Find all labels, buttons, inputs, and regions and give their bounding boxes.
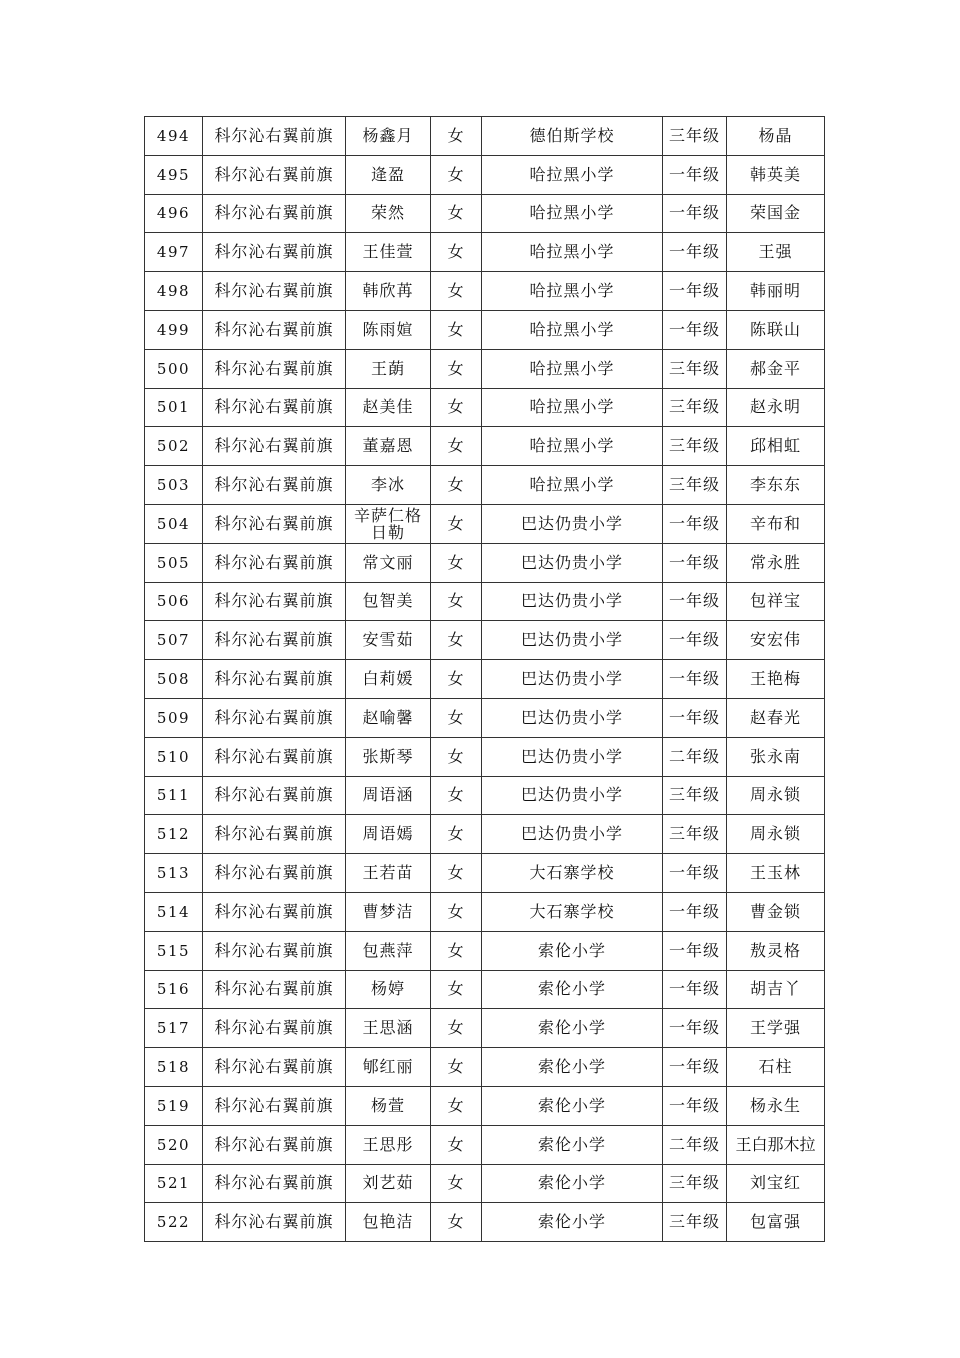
row-number: 517 xyxy=(145,1009,203,1048)
student-name-cell: 李冰 xyxy=(346,466,431,505)
student-name-cell: 周语嫣 xyxy=(346,815,431,854)
gender-cell: 女 xyxy=(431,194,482,233)
parent-name-cell: 胡吉丫 xyxy=(727,970,825,1009)
region-cell: 科尔沁右翼前旗 xyxy=(203,892,346,931)
region-cell: 科尔沁右翼前旗 xyxy=(203,1203,346,1242)
table-row xyxy=(145,427,825,466)
table-row xyxy=(145,737,825,776)
grade-cell: 一年级 xyxy=(663,931,727,970)
grade-cell: 一年级 xyxy=(663,1048,727,1087)
table-row xyxy=(145,310,825,349)
grade-cell: 一年级 xyxy=(663,1086,727,1125)
student-name-cell: 荣然 xyxy=(346,194,431,233)
school-cell: 索伦小学 xyxy=(482,1086,663,1125)
region-cell: 科尔沁右翼前旗 xyxy=(203,388,346,427)
gender-cell: 女 xyxy=(431,504,482,543)
gender-cell: 女 xyxy=(431,815,482,854)
student-name-cell: 包燕萍 xyxy=(346,931,431,970)
gender-cell: 女 xyxy=(431,892,482,931)
school-cell: 巴达仍贵小学 xyxy=(482,698,663,737)
row-number: 499 xyxy=(145,310,203,349)
grade-cell: 三年级 xyxy=(663,466,727,505)
row-number: 498 xyxy=(145,272,203,311)
row-number: 514 xyxy=(145,892,203,931)
row-number: 496 xyxy=(145,194,203,233)
school-cell: 巴达仍贵小学 xyxy=(482,815,663,854)
row-number: 495 xyxy=(145,155,203,194)
row-number: 497 xyxy=(145,233,203,272)
gender-cell: 女 xyxy=(431,1203,482,1242)
gender-cell: 女 xyxy=(431,931,482,970)
table-row xyxy=(145,970,825,1009)
parent-name-cell: 石柱 xyxy=(727,1048,825,1087)
student-name-cell: 陈雨媗 xyxy=(346,310,431,349)
school-cell: 索伦小学 xyxy=(482,1203,663,1242)
school-cell: 索伦小学 xyxy=(482,1048,663,1087)
gender-cell: 女 xyxy=(431,1086,482,1125)
school-cell: 哈拉黑小学 xyxy=(482,233,663,272)
gender-cell: 女 xyxy=(431,1125,482,1164)
student-name-cell: 曹梦洁 xyxy=(346,892,431,931)
table-row xyxy=(145,1203,825,1242)
parent-name-cell: 包富强 xyxy=(727,1203,825,1242)
region-cell: 科尔沁右翼前旗 xyxy=(203,466,346,505)
region-cell: 科尔沁右翼前旗 xyxy=(203,543,346,582)
student-name-cell: 王佳萱 xyxy=(346,233,431,272)
parent-name-cell: 周永锁 xyxy=(727,815,825,854)
gender-cell: 女 xyxy=(431,1048,482,1087)
region-cell: 科尔沁右翼前旗 xyxy=(203,504,346,543)
school-cell: 德伯斯学校 xyxy=(482,117,663,156)
gender-cell: 女 xyxy=(431,970,482,1009)
parent-name-cell: 常永胜 xyxy=(727,543,825,582)
region-cell: 科尔沁右翼前旗 xyxy=(203,698,346,737)
gender-cell: 女 xyxy=(431,776,482,815)
gender-cell: 女 xyxy=(431,117,482,156)
student-name-cell: 包艳洁 xyxy=(346,1203,431,1242)
student-name-cell: 赵美佳 xyxy=(346,388,431,427)
school-cell: 巴达仍贵小学 xyxy=(482,737,663,776)
table-row xyxy=(145,233,825,272)
parent-name-cell: 刘宝红 xyxy=(727,1164,825,1203)
row-number: 500 xyxy=(145,349,203,388)
gender-cell: 女 xyxy=(431,310,482,349)
row-number: 502 xyxy=(145,427,203,466)
grade-cell: 一年级 xyxy=(663,194,727,233)
table-row xyxy=(145,1125,825,1164)
school-cell: 巴达仍贵小学 xyxy=(482,582,663,621)
school-cell: 大石寨学校 xyxy=(482,892,663,931)
region-cell: 科尔沁右翼前旗 xyxy=(203,776,346,815)
row-number: 519 xyxy=(145,1086,203,1125)
grade-cell: 三年级 xyxy=(663,349,727,388)
region-cell: 科尔沁右翼前旗 xyxy=(203,931,346,970)
student-name-cell: 杨婷 xyxy=(346,970,431,1009)
region-cell: 科尔沁右翼前旗 xyxy=(203,310,346,349)
parent-name-cell: 王强 xyxy=(727,233,825,272)
student-name-cell: 辛萨仁格日勒 xyxy=(346,504,431,543)
student-name-cell: 刘艺茹 xyxy=(346,1164,431,1203)
grade-cell: 三年级 xyxy=(663,1203,727,1242)
school-cell: 索伦小学 xyxy=(482,1125,663,1164)
parent-name-cell: 周永锁 xyxy=(727,776,825,815)
parent-name-cell: 安宏伟 xyxy=(727,621,825,660)
gender-cell: 女 xyxy=(431,466,482,505)
parent-name-cell: 邱相虹 xyxy=(727,427,825,466)
table-row xyxy=(145,660,825,699)
table-row xyxy=(145,1009,825,1048)
school-cell: 巴达仍贵小学 xyxy=(482,660,663,699)
grade-cell: 一年级 xyxy=(663,892,727,931)
grade-cell: 一年级 xyxy=(663,310,727,349)
row-number: 521 xyxy=(145,1164,203,1203)
table-row xyxy=(145,1164,825,1203)
region-cell: 科尔沁右翼前旗 xyxy=(203,1048,346,1087)
parent-name-cell: 王玉林 xyxy=(727,854,825,893)
school-cell: 哈拉黑小学 xyxy=(482,349,663,388)
school-cell: 哈拉黑小学 xyxy=(482,466,663,505)
region-cell: 科尔沁右翼前旗 xyxy=(203,737,346,776)
row-number: 508 xyxy=(145,660,203,699)
row-number: 501 xyxy=(145,388,203,427)
school-cell: 巴达仍贵小学 xyxy=(482,776,663,815)
student-name-cell: 白莉媛 xyxy=(346,660,431,699)
table-row xyxy=(145,194,825,233)
parent-name-cell: 韩丽明 xyxy=(727,272,825,311)
student-list-table xyxy=(144,116,825,1242)
region-cell: 科尔沁右翼前旗 xyxy=(203,194,346,233)
table-row xyxy=(145,388,825,427)
table-row xyxy=(145,117,825,156)
gender-cell: 女 xyxy=(431,854,482,893)
table-row xyxy=(145,854,825,893)
parent-name-cell: 王白那木拉 xyxy=(727,1125,825,1164)
school-cell: 巴达仍贵小学 xyxy=(482,504,663,543)
row-number: 494 xyxy=(145,117,203,156)
student-name-cell: 郇红丽 xyxy=(346,1048,431,1087)
table-row xyxy=(145,504,825,543)
region-cell: 科尔沁右翼前旗 xyxy=(203,660,346,699)
school-cell: 索伦小学 xyxy=(482,1164,663,1203)
school-cell: 哈拉黑小学 xyxy=(482,194,663,233)
gender-cell: 女 xyxy=(431,388,482,427)
region-cell: 科尔沁右翼前旗 xyxy=(203,1086,346,1125)
school-cell: 哈拉黑小学 xyxy=(482,388,663,427)
parent-name-cell: 张永南 xyxy=(727,737,825,776)
row-number: 515 xyxy=(145,931,203,970)
student-name-cell: 王蓢 xyxy=(346,349,431,388)
region-cell: 科尔沁右翼前旗 xyxy=(203,117,346,156)
parent-name-cell: 王学强 xyxy=(727,1009,825,1048)
region-cell: 科尔沁右翼前旗 xyxy=(203,621,346,660)
student-name-cell: 韩欣苒 xyxy=(346,272,431,311)
school-cell: 大石寨学校 xyxy=(482,854,663,893)
grade-cell: 一年级 xyxy=(663,1009,727,1048)
grade-cell: 三年级 xyxy=(663,117,727,156)
gender-cell: 女 xyxy=(431,349,482,388)
region-cell: 科尔沁右翼前旗 xyxy=(203,272,346,311)
gender-cell: 女 xyxy=(431,1009,482,1048)
grade-cell: 一年级 xyxy=(663,698,727,737)
parent-name-cell: 王艳梅 xyxy=(727,660,825,699)
grade-cell: 一年级 xyxy=(663,621,727,660)
grade-cell: 一年级 xyxy=(663,155,727,194)
parent-name-cell: 赵春光 xyxy=(727,698,825,737)
gender-cell: 女 xyxy=(431,698,482,737)
parent-name-cell: 包祥宝 xyxy=(727,582,825,621)
student-name-cell: 常文丽 xyxy=(346,543,431,582)
parent-name-cell: 辛布和 xyxy=(727,504,825,543)
region-cell: 科尔沁右翼前旗 xyxy=(203,970,346,1009)
gender-cell: 女 xyxy=(431,621,482,660)
grade-cell: 二年级 xyxy=(663,737,727,776)
row-number: 507 xyxy=(145,621,203,660)
table-row xyxy=(145,272,825,311)
gender-cell: 女 xyxy=(431,233,482,272)
gender-cell: 女 xyxy=(431,155,482,194)
table-row xyxy=(145,1086,825,1125)
table-row xyxy=(145,931,825,970)
grade-cell: 三年级 xyxy=(663,388,727,427)
region-cell: 科尔沁右翼前旗 xyxy=(203,815,346,854)
student-name-cell: 杨鑫月 xyxy=(346,117,431,156)
grade-cell: 一年级 xyxy=(663,970,727,1009)
student-name-cell: 王思彤 xyxy=(346,1125,431,1164)
table-row xyxy=(145,349,825,388)
region-cell: 科尔沁右翼前旗 xyxy=(203,1125,346,1164)
student-name-cell: 包智美 xyxy=(346,582,431,621)
region-cell: 科尔沁右翼前旗 xyxy=(203,427,346,466)
student-name-cell: 周语涵 xyxy=(346,776,431,815)
row-number: 520 xyxy=(145,1125,203,1164)
parent-name-cell: 陈联山 xyxy=(727,310,825,349)
gender-cell: 女 xyxy=(431,737,482,776)
school-cell: 巴达仍贵小学 xyxy=(482,621,663,660)
table-row xyxy=(145,543,825,582)
school-cell: 索伦小学 xyxy=(482,970,663,1009)
gender-cell: 女 xyxy=(431,582,482,621)
row-number: 504 xyxy=(145,504,203,543)
grade-cell: 一年级 xyxy=(663,582,727,621)
parent-name-cell: 杨永生 xyxy=(727,1086,825,1125)
table-row xyxy=(145,466,825,505)
row-number: 513 xyxy=(145,854,203,893)
table-row xyxy=(145,1048,825,1087)
parent-name-cell: 荣国金 xyxy=(727,194,825,233)
region-cell: 科尔沁右翼前旗 xyxy=(203,349,346,388)
table-body xyxy=(145,117,825,1242)
parent-name-cell: 赵永明 xyxy=(727,388,825,427)
gender-cell: 女 xyxy=(431,272,482,311)
parent-name-cell: 曹金锁 xyxy=(727,892,825,931)
region-cell: 科尔沁右翼前旗 xyxy=(203,233,346,272)
grade-cell: 二年级 xyxy=(663,1125,727,1164)
gender-cell: 女 xyxy=(431,543,482,582)
parent-name-cell: 李东东 xyxy=(727,466,825,505)
table-row xyxy=(145,815,825,854)
parent-name-cell: 敖灵格 xyxy=(727,931,825,970)
grade-cell: 一年级 xyxy=(663,543,727,582)
student-name-cell: 董嘉恩 xyxy=(346,427,431,466)
school-cell: 索伦小学 xyxy=(482,931,663,970)
grade-cell: 一年级 xyxy=(663,233,727,272)
gender-cell: 女 xyxy=(431,660,482,699)
table-row xyxy=(145,776,825,815)
row-number: 510 xyxy=(145,737,203,776)
school-cell: 哈拉黑小学 xyxy=(482,272,663,311)
row-number: 512 xyxy=(145,815,203,854)
row-number: 511 xyxy=(145,776,203,815)
student-name-cell: 安雪茹 xyxy=(346,621,431,660)
student-name-cell: 张斯琴 xyxy=(346,737,431,776)
grade-cell: 一年级 xyxy=(663,504,727,543)
student-name-cell: 杨萱 xyxy=(346,1086,431,1125)
gender-cell: 女 xyxy=(431,1164,482,1203)
parent-name-cell: 郝金平 xyxy=(727,349,825,388)
school-cell: 哈拉黑小学 xyxy=(482,310,663,349)
row-number: 505 xyxy=(145,543,203,582)
region-cell: 科尔沁右翼前旗 xyxy=(203,1164,346,1203)
student-name-cell: 王思涵 xyxy=(346,1009,431,1048)
table-row xyxy=(145,892,825,931)
row-number: 522 xyxy=(145,1203,203,1242)
student-name-cell: 赵喻馨 xyxy=(346,698,431,737)
row-number: 506 xyxy=(145,582,203,621)
grade-cell: 三年级 xyxy=(663,1164,727,1203)
parent-name-cell: 杨晶 xyxy=(727,117,825,156)
table-row xyxy=(145,155,825,194)
grade-cell: 一年级 xyxy=(663,272,727,311)
table-row xyxy=(145,582,825,621)
grade-cell: 三年级 xyxy=(663,427,727,466)
region-cell: 科尔沁右翼前旗 xyxy=(203,155,346,194)
grade-cell: 一年级 xyxy=(663,660,727,699)
table-row xyxy=(145,621,825,660)
parent-name-cell: 韩英美 xyxy=(727,155,825,194)
school-cell: 哈拉黑小学 xyxy=(482,427,663,466)
table-row xyxy=(145,698,825,737)
grade-cell: 三年级 xyxy=(663,776,727,815)
school-cell: 哈拉黑小学 xyxy=(482,155,663,194)
grade-cell: 三年级 xyxy=(663,815,727,854)
school-cell: 巴达仍贵小学 xyxy=(482,543,663,582)
grade-cell: 一年级 xyxy=(663,854,727,893)
row-number: 518 xyxy=(145,1048,203,1087)
region-cell: 科尔沁右翼前旗 xyxy=(203,582,346,621)
student-name-cell: 王若苗 xyxy=(346,854,431,893)
school-cell: 索伦小学 xyxy=(482,1009,663,1048)
row-number: 516 xyxy=(145,970,203,1009)
student-name-cell: 逄盈 xyxy=(346,155,431,194)
region-cell: 科尔沁右翼前旗 xyxy=(203,1009,346,1048)
region-cell: 科尔沁右翼前旗 xyxy=(203,854,346,893)
gender-cell: 女 xyxy=(431,427,482,466)
row-number: 509 xyxy=(145,698,203,737)
row-number: 503 xyxy=(145,466,203,505)
